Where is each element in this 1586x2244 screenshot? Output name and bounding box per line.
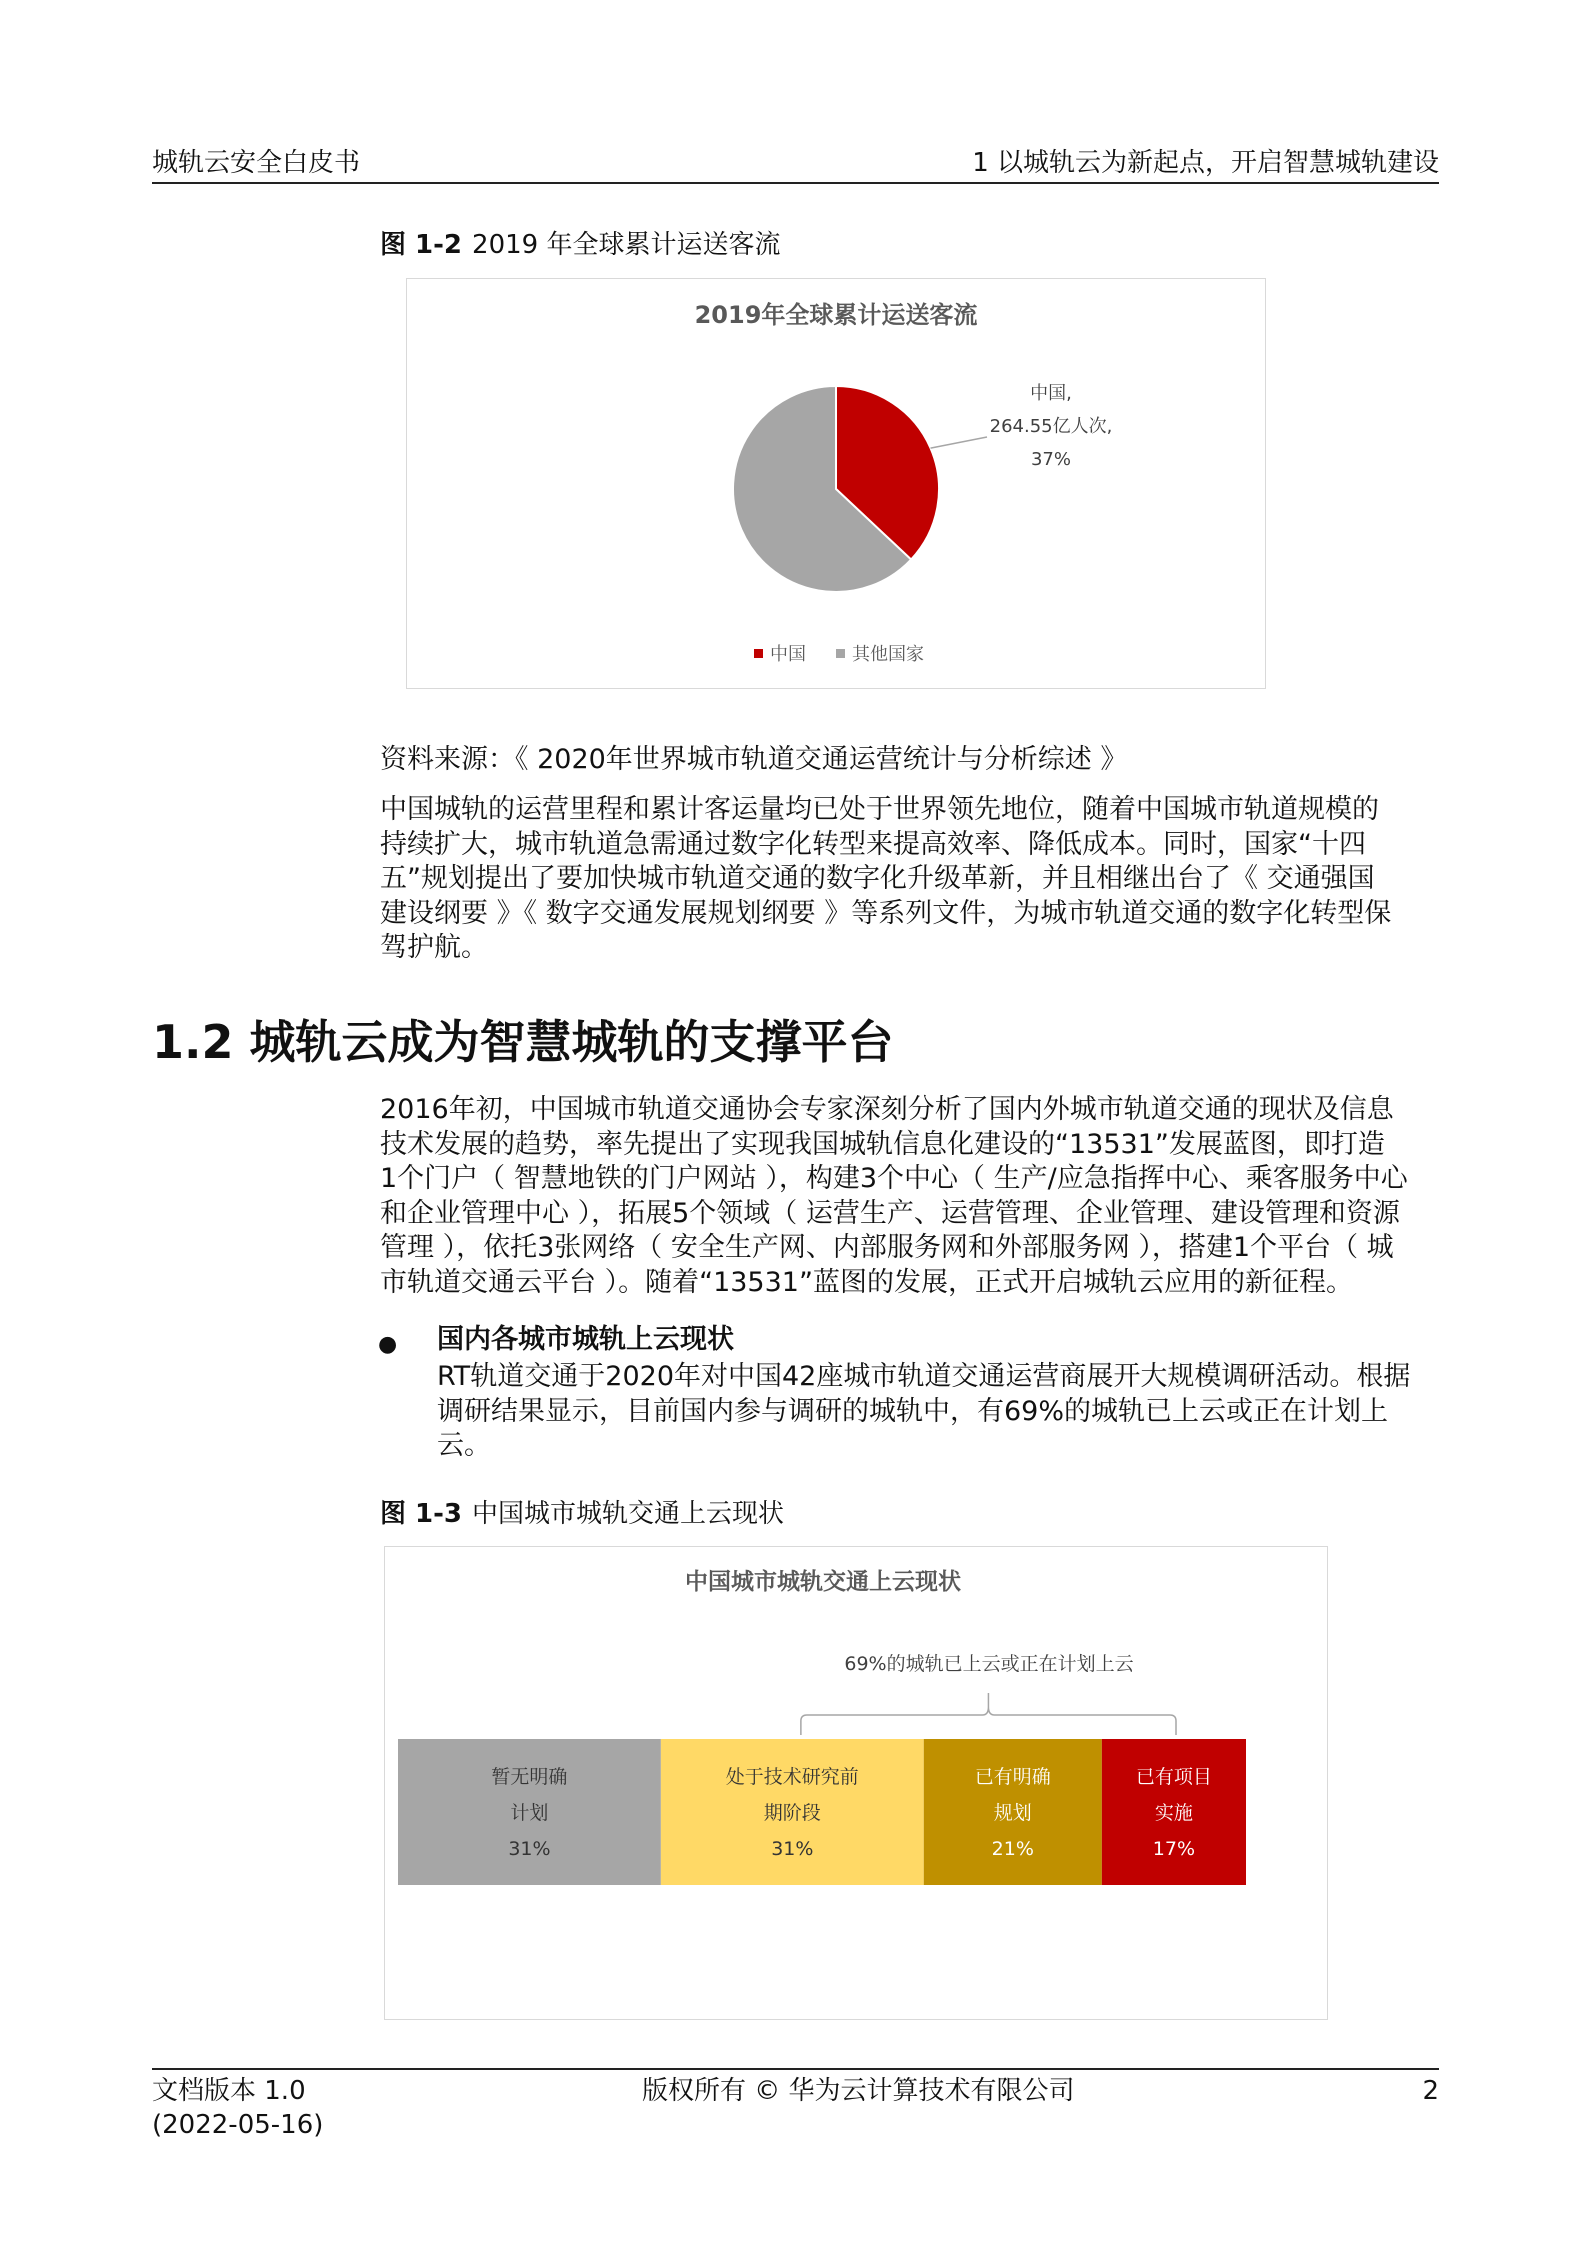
- bar-category-label: 规划: [993, 1802, 1032, 1824]
- paragraph-line: 五”规划提出了要加快城市轨道交通的数字化升级革新，并且相继出台了《 交通强国: [380, 863, 1375, 894]
- legend-label: 其他国家: [852, 644, 924, 665]
- figure-1-3-caption: [380, 1497, 784, 1531]
- footer-rule: [152, 2068, 1439, 2070]
- pie-data-label: 中国,: [1030, 383, 1072, 404]
- pie-chart-frame: [406, 278, 1266, 689]
- legend-marker: [754, 649, 763, 658]
- pie-data-label: 264.55亿人次,: [989, 416, 1113, 437]
- bar-category-label: 处于技术研究前: [725, 1766, 859, 1788]
- annotation-brace: [801, 1693, 1176, 1735]
- paragraph-13531: [380, 1093, 1408, 1300]
- bar-chart-title: 中国城市城轨交通上云现状: [685, 1569, 961, 1595]
- footer-copyright: 版权所有 © 华为云计算技术有限公司: [642, 2076, 1075, 2106]
- bar-category-label: 已有明确: [974, 1766, 1051, 1788]
- pie-chart-title: 2019年全球累计运送客流: [694, 301, 978, 329]
- figure-1-3-number: 图 1-3: [380, 1499, 463, 1529]
- header-doc-title: 城轨云安全白皮书: [152, 148, 361, 178]
- bar-category-label: 期阶段: [763, 1802, 821, 1824]
- paragraph-line: 1个门户（ 智慧地铁的门户网站 ），构建3个中心（ 生产/应急指挥中心、乘客服务中心: [380, 1163, 1408, 1194]
- bar-value-label: 31%: [508, 1838, 551, 1860]
- footer-version: 文档版本 1.0: [152, 2076, 306, 2106]
- paragraph-line: 调研结果显示，目前国内参与调研的城轨中，有69%的城轨已上云或正在计划上: [437, 1395, 1389, 1427]
- bar-category-label: 已有项目: [1135, 1766, 1212, 1788]
- bar-chart-frame: [384, 1546, 1328, 2020]
- header-rule: [152, 182, 1439, 184]
- header-chapter-title: 1 以城轨云为新起点，开启智慧城轨建设: [972, 148, 1439, 178]
- paragraph-line: 云。: [437, 1430, 491, 1461]
- paragraph-line: 持续扩大，城市轨道急需通过数字化转型来提高效率、降低成本。同时，国家“十四: [380, 828, 1366, 860]
- paragraph-line: 市轨道交通云平台 ）。随着“13531”蓝图的发展，正式开启城轨云应用的新征程。: [380, 1266, 1353, 1298]
- paragraph-intro: [380, 793, 1391, 966]
- paragraph-line: 建设纲要 》《 数字交通发展规划纲要 》等系列文件，为城市轨道交通的数字化转型保: [380, 897, 1392, 929]
- source-note: 资料来源：《 2020年世界城市轨道交通运营统计与分析综述 》: [380, 744, 1128, 775]
- pie-leader-line: [931, 437, 987, 448]
- figure-1-2-title: 2019 年全球累计运送客流: [472, 230, 781, 260]
- legend-marker: [836, 649, 845, 658]
- bullet-title: 国内各城市城轨上云现状: [437, 1324, 734, 1355]
- bar-value-label: 21%: [991, 1838, 1034, 1860]
- bar-chart-annotation: 69%的城轨已上云或正在计划上云: [844, 1653, 1134, 1675]
- bar-category-label: 暂无明确: [491, 1766, 568, 1788]
- paragraph-line: 驾护航。: [380, 932, 488, 963]
- pie-chart: [407, 279, 1265, 688]
- bullet-body: [437, 1360, 1410, 1464]
- figure-1-2-number: 图 1-2: [380, 230, 463, 260]
- bar-category-label: 实施: [1154, 1802, 1193, 1824]
- pie-data-label: 37%: [1030, 449, 1072, 470]
- legend-label: 中国: [770, 644, 806, 665]
- paragraph-line: 技术发展的趋势，率先提出了实现我国城轨信息化建设的“13531”发展蓝图，即打造: [380, 1128, 1385, 1160]
- figure-1-2-caption: [380, 228, 780, 262]
- bullet-dot: ●: [378, 1332, 398, 1357]
- figure-1-3-title: 中国城市城轨交通上云现状: [472, 1499, 785, 1529]
- paragraph-line: RT轨道交通于2020年对中国42座城市轨道交通运营商展开大规模调研活动。根据: [437, 1361, 1411, 1392]
- paragraph-line: 中国城轨的运营里程和累计客运量均已处于世界领先地位，随着中国城市轨道规模的: [380, 794, 1379, 825]
- footer-date: (2022-05-16): [152, 2110, 324, 2140]
- bar-value-label: 31%: [771, 1838, 814, 1860]
- footer-page-number: 2: [1422, 2076, 1439, 2106]
- stacked-bar-chart: [385, 1547, 1327, 2019]
- paragraph-line: 管理 ），依托3张网络（ 安全生产网、内部服务网和外部服务网 ），搭建1个平台（ 城: [380, 1232, 1394, 1263]
- paragraph-line: 和企业管理中心 ），拓展5个领域（ 运营生产、运营管理、企业管理、建设管理和资源: [380, 1197, 1400, 1229]
- paragraph-line: 2016年初，中国城市轨道交通协会专家深刻分析了国内外城市轨道交通的现状及信息: [380, 1094, 1394, 1125]
- bar-category-label: 计划: [510, 1802, 549, 1824]
- bar-value-label: 17%: [1152, 1838, 1196, 1860]
- section-heading: 1.2 城轨云成为智慧城轨的支撑平台: [152, 1015, 894, 1069]
